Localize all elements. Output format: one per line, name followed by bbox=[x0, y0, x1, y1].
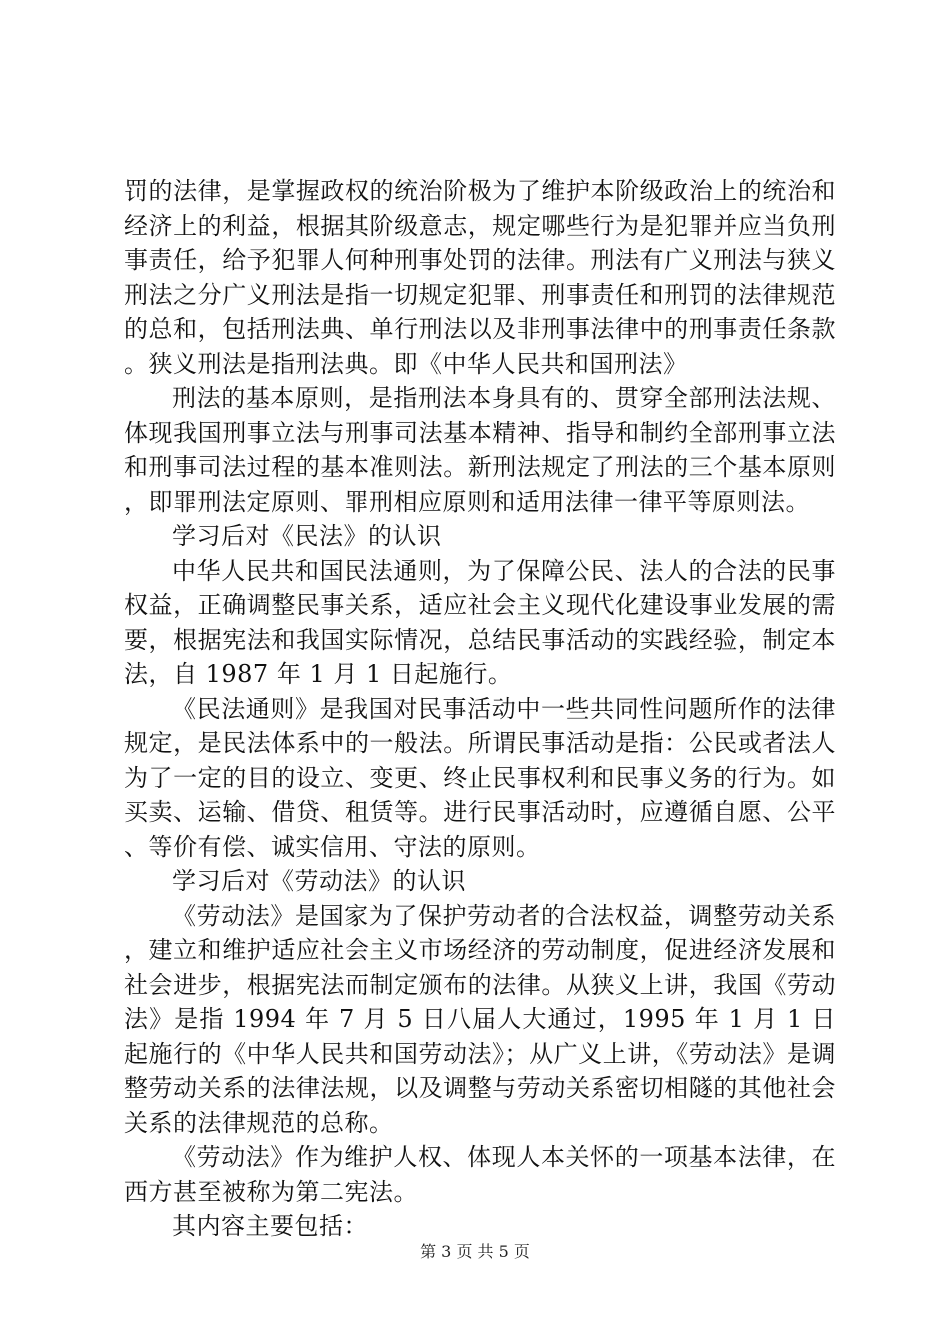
page-number-footer: 第 3 页 共 5 页 bbox=[420, 1242, 530, 1261]
heading-labor-law: 学习后对《劳动法》的认识 bbox=[172, 867, 466, 895]
paragraph-civil-law-general: 中华人民共和国民法通则，为了保障公民、法人的合法的民事权益，正确调整民事关系，适应社会主义现代化建设事业发展的需要，根据宪法和我国实际情况，总结民事活动的实践经验，制定本法，自 1987 年 1 月 1 日起施行。 bbox=[124, 556, 836, 688]
paragraph-labor-law-contents: 其内容主要包括： bbox=[172, 1212, 368, 1240]
document-body bbox=[124, 174, 836, 1244]
heading-civil-law: 学习后对《民法》的认识 bbox=[172, 522, 442, 550]
paragraph-civil-law-activities: 《民法通则》是我国对民事活动中一些共同性问题所作的法律规定，是民法体系中的一般法。所谓民事活动是指：公民或者法人为了一定的目的设立、变更、终止民事权利和民事义务的行为。如买卖、运输、借贷、租赁等。进行民事活动时，应遵循自愿、公平、等价有偿、诚实信用、守法的原则。 bbox=[124, 694, 836, 861]
paragraph-labor-law-status: 《劳动法》作为维护人权、体现人本关怀的一项基本法律，在西方甚至被称为第二宪法。 bbox=[124, 1143, 836, 1206]
paragraph-criminal-law-principles: 刑法的基本原则，是指刑法本身具有的、贯穿全部刑法法规、体现我国刑事立法与刑事司法基本精神、指导和制约全部刑事立法和刑事司法过程的基本准则法。新刑法规定了刑法的三个基本原则，即罪刑法定原则、罪刑相应原则和适用法律一律平等原则法。 bbox=[124, 384, 836, 516]
paragraph-criminal-law-definition: 罚的法律，是掌握政权的统治阶极为了维护本阶级政治上的统治和经济上的利益，根据其阶级意志，规定哪些行为是犯罪并应当负刑事责任，给予犯罪人何种刑事处罚的法律。刑法有广义刑法与狭义刑法之分广义刑法是指一切规定犯罪、刑事责任和刑罚的法律规范的总和，包括刑法典、单行刑法以及非刑事法律中的刑事责任条款。狭义刑法是指刑法典。即《中华人民共和国刑法》 bbox=[124, 177, 836, 378]
paragraph-labor-law-definition: 《劳动法》是国家为了保护劳动者的合法权益，调整劳动关系，建立和维护适应社会主义市场经济的劳动制度，促进经济发展和社会进步，根据宪法而制定颁布的法律。从狭义上讲，我国《劳动法》是指 1994 年 7 月 5 日八届人大通过，1995 年 1 月 1 日起施行的《中华人民共和国劳动法》；从广义上讲，《劳动法》是调整劳动关系的法律法规，以及调整与劳动关系密切相隧的其他社会关系的法律规范的总称。 bbox=[124, 901, 836, 1137]
